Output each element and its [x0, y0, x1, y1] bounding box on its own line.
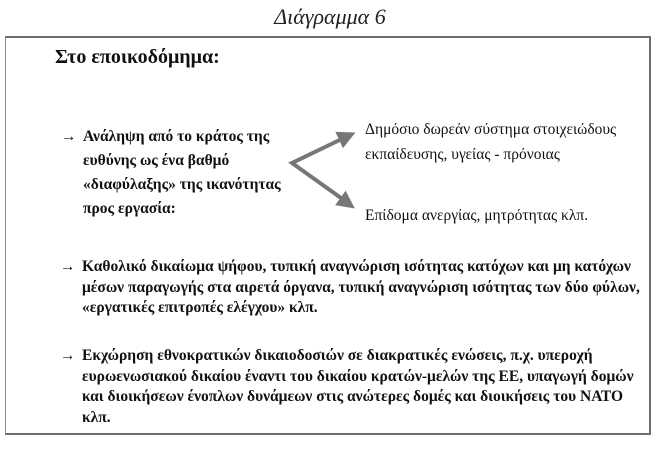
diagram-title: Διάγραμμα 6: [274, 4, 386, 29]
bullet-arrow-icon: →: [61, 128, 77, 145]
bullet-state-responsibility: [61, 125, 293, 221]
bullet-sovereignty-transfer: [60, 346, 642, 428]
target-benefits: Επίδομα ανεργίας, μητρότητας κλπ.: [365, 207, 589, 224]
bullet-text: Εκχώρηση εθνοκρατικών δικαιοδοσιών σε διακρατικές ενώσεις, π.χ. υπεροχή ευρωενωσιακού δικαίου έναντι του δικαίου κρατών-μελών της ΕΕ, υπαγωγή δομών και διοικήσεων ένοπλων δυνάμεων στις ανώτερες δομές και διοικήσεις του ΝΑΤΟ κλπ.: [82, 347, 634, 426]
bullet-text: Ανάληψη από το κράτος της ευθύνης ως ένα βαθμό «διαφύλαξης» της ικανότητας προς εργασία:: [83, 128, 281, 217]
fork-arrows-icon: [280, 120, 360, 215]
target-public-system: Δημόσιο δωρεάν σύστημα στοιχειώδους εκπαίδευσης, υγείας - πρόνοιας: [365, 121, 617, 163]
bullet-arrow-icon: →: [60, 258, 76, 275]
bullet-text: Καθολικό δικαίωμα ψήφου, τυπική αναγνώριση ισότητας κατόχων και μη κατόχων μέσων παραγωγής στα αιρετά όργανα, τυπική αναγνώριση ισότητας των δύο φύλων, «εργατικές επιτροπές ελέγχου» κλπ.: [82, 258, 640, 316]
section-heading: Στο εποικοδόμημα:: [55, 46, 220, 68]
bullet-universal-suffrage: [60, 257, 642, 319]
bullet-arrow-icon: →: [60, 347, 76, 364]
